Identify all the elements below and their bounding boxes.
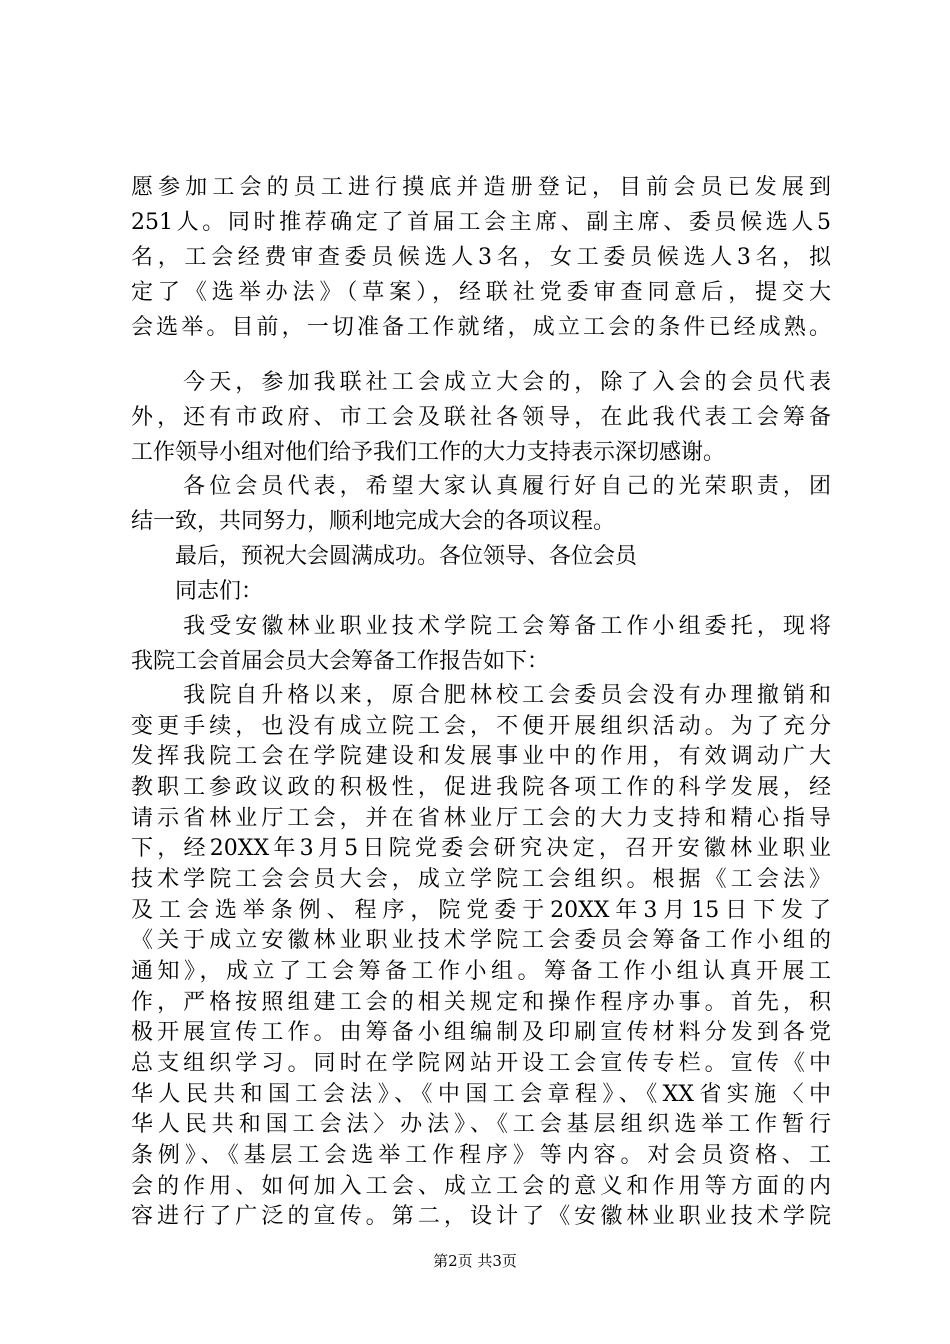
body-text-line: 作，严格按照组建工会的相关规定和操作程序办事。首先，积 <box>131 990 831 1015</box>
body-text-line: 总支组织学习。同时在学院网站开设工会宣传专栏。宣传《中 <box>131 1051 831 1076</box>
body-text-line: 通知》，成立了工会筹备工作小组。筹备工作小组认真开展工 <box>131 959 831 984</box>
body-text-line: 条例》、《基层工会选举工作程序》等内容。对会员资格、工 <box>131 1143 831 1168</box>
body-text-line: 华人民共和国工会法〉办法》、《工会基层组织选举工作暂行 <box>131 1112 831 1137</box>
body-text-line: 我受安徽林业职业技术学院工会筹备工作小组委托，现将 <box>131 614 831 639</box>
body-text-line: 华人民共和国工会法》、《中国工会章程》、《XX省实施〈中 <box>131 1082 831 1107</box>
body-text-line: 技术学院工会会员大会，成立学院工会组织。根据《工会法》 <box>131 867 831 892</box>
body-text-line: 外，还有市政府、市工会及联社各领导，在此我代表工会筹备 <box>131 405 831 430</box>
body-text-line: 今天，参加我联社工会成立大会的，除了入会的会员代表 <box>131 370 831 395</box>
body-text-line: 名，工会经费审查委员候选人3名，女工委员候选人3名，拟 <box>131 245 831 270</box>
body-text-line: 最后，预祝大会圆满成功。各位领导、各位会员 <box>131 544 638 569</box>
body-text-line: 251人。同时推荐确定了首届工会主席、副主席、委员候选人5 <box>131 210 831 235</box>
body-text-line: 容进行了广泛的宣传。第二，设计了《安徽林业职业技术学院 <box>131 1204 831 1229</box>
body-text-line: 结一致，共同努力，顺利地完成大会的各项议程。 <box>131 509 616 534</box>
body-text-line: 下，经20XX年3月5日院党委会研究决定，召开安徽林业职业 <box>131 836 831 861</box>
body-text-line: 各位会员代表，希望大家认真履行好自己的光荣职责，团 <box>131 474 831 499</box>
salutation: 同志们： <box>131 579 264 604</box>
page-number-footer: 第2页 共3页 <box>433 1252 517 1270</box>
body-text-line: 《关于成立安徽林业职业技术学院工会委员会筹备工作小组的 <box>131 928 831 953</box>
body-text-line: 教职工参政议政的积极性，促进我院各项工作的科学发展，经 <box>131 775 831 800</box>
body-text-line: 极开展宣传工作。由筹备小组编制及印刷宣传材料分发到各党 <box>131 1020 831 1045</box>
body-text-line: 发挥我院工会在学院建设和发展事业中的作用，有效调动广大 <box>131 744 831 769</box>
body-text-line: 工作领导小组对他们给予我们工作的大力支持表示深切感谢。 <box>131 440 726 465</box>
body-text-line: 会选举。目前，一切准备工作就绪，成立工会的条件已经成熟。 <box>131 315 831 340</box>
body-text-line: 会的作用、如何加入工会、成立工会的意义和作用等方面的内 <box>131 1174 831 1199</box>
body-text-line: 定了《选举办法》（草案），经联社党委审查同意后，提交大 <box>131 280 831 305</box>
body-text-line: 愿参加工会的员工进行摸底并造册登记，目前会员已发展到 <box>131 175 831 200</box>
body-text-line: 及工会选举条例、程序，院党委于20XX年3月15日下发了 <box>131 898 831 923</box>
body-text-line: 我院自升格以来，原合肥林校工会委员会没有办理撤销和 <box>131 683 831 708</box>
body-text-line: 我院工会首届会员大会筹备工作报告如下： <box>131 649 550 674</box>
body-text-line: 变更手续，也没有成立院工会，不便开展组织活动。为了充分 <box>131 714 831 739</box>
body-text-line: 请示省林业厅工会，并在省林业厅工会的大力支持和精心指导 <box>131 806 831 831</box>
